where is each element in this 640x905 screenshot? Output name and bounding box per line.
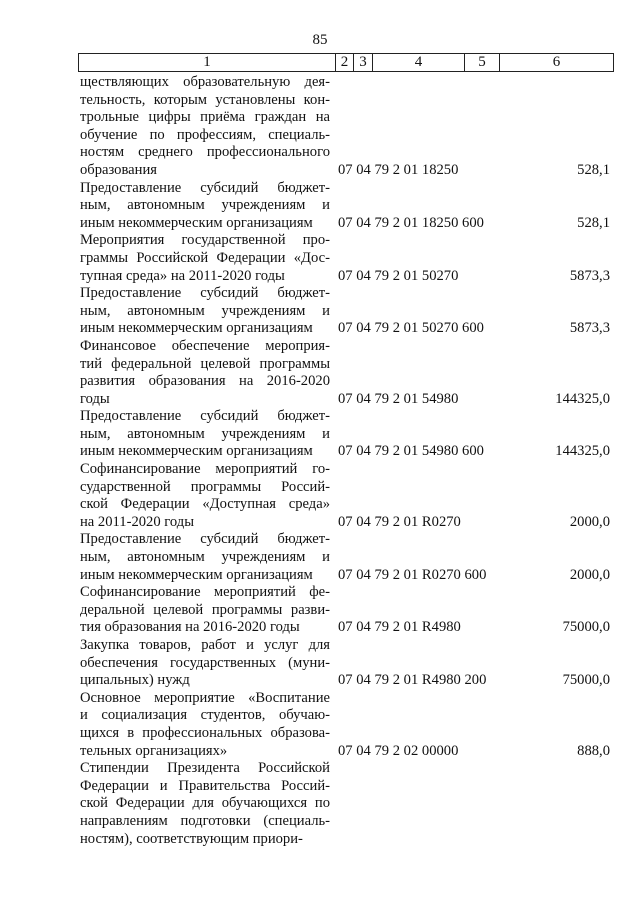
row-description xyxy=(80,690,330,760)
table-row xyxy=(80,760,610,848)
header-col-3: 3 xyxy=(354,54,373,72)
description-line: на 2011-2020 годы xyxy=(80,513,195,530)
table-header xyxy=(78,53,614,72)
description-line: ской Федерации для обучающихся по xyxy=(80,795,330,812)
description-line: Софинансирование мероприятий фе- xyxy=(80,584,330,601)
budget-code: 07 04 79 2 01 50270 xyxy=(338,267,459,284)
description-line: ностям среднего профессионального xyxy=(80,144,330,161)
budget-code: 07 04 79 2 01 R4980 200 xyxy=(338,672,487,689)
amount: 528,1 xyxy=(577,214,610,231)
description-line: тупная среда» на 2011-2020 годы xyxy=(80,267,285,284)
description-line: деральной целевой программы разви- xyxy=(80,601,330,618)
budget-code: 07 04 79 2 01 18250 xyxy=(338,161,459,178)
header-col-4: 4 xyxy=(373,54,465,72)
amount: 75000,0 xyxy=(562,672,610,689)
row-description xyxy=(80,408,330,461)
description-line: иным некоммерческим организациям xyxy=(80,214,313,231)
page-number: 85 xyxy=(312,32,328,48)
table-row xyxy=(80,461,610,531)
budget-code: 07 04 79 2 01 R4980 xyxy=(338,619,461,636)
description-line: развития образования на 2016-2020 xyxy=(80,373,330,390)
description-line: иным некоммерческим организациям xyxy=(80,443,313,460)
amount: 144325,0 xyxy=(555,390,610,407)
description-line: иным некоммерческим организациям xyxy=(80,566,313,583)
description-line: сударственной программы Россий- xyxy=(80,478,330,495)
description-line: Предоставление субсидий бюджет- xyxy=(80,179,330,196)
budget-code: 07 04 79 2 01 18250 600 xyxy=(338,214,484,231)
description-line: тия образования на 2016-2020 годы xyxy=(80,619,300,636)
header-col-2: 2 xyxy=(336,54,354,72)
row-description xyxy=(80,461,330,531)
budget-code: 07 04 79 2 01 R0270 xyxy=(338,513,461,530)
description-line: годы xyxy=(80,390,110,407)
row-description xyxy=(80,180,330,233)
description-line: ным, автономным учреждениям и xyxy=(80,302,330,319)
row-description xyxy=(80,74,330,180)
row-description xyxy=(80,285,330,338)
description-line: направлениям подготовки (специаль- xyxy=(80,812,330,829)
description-line: обеспечения государственных (муни- xyxy=(80,654,330,671)
row-description xyxy=(80,637,330,690)
row-description xyxy=(80,338,330,408)
table-row xyxy=(80,232,610,285)
description-line: Предоставление субсидий бюджет- xyxy=(80,531,330,548)
amount: 5873,3 xyxy=(569,320,610,337)
amount: 528,1 xyxy=(577,161,610,178)
description-line: Мероприятия государственной про- xyxy=(80,232,330,249)
description-line: Финансовое обеспечение мероприя- xyxy=(80,337,330,354)
table-row xyxy=(80,584,610,637)
description-line: Предоставление субсидий бюджет- xyxy=(80,408,330,425)
row-description xyxy=(80,232,330,285)
budget-code: 07 04 79 2 01 54980 600 xyxy=(338,443,484,460)
table-row xyxy=(80,531,610,584)
row-description xyxy=(80,584,330,637)
description-line: ным, автономным учреждениям и xyxy=(80,425,330,442)
description-line: и социализация студентов, обучаю- xyxy=(80,707,330,724)
table-row xyxy=(80,74,610,180)
budget-code: 07 04 79 2 01 54980 xyxy=(338,390,459,407)
amount: 888,0 xyxy=(577,742,610,759)
description-line: ципальных) нужд xyxy=(80,672,190,689)
row-description xyxy=(80,760,330,848)
description-line: ностям), соответствующим приори- xyxy=(80,830,303,847)
description-line: тельных организациях» xyxy=(80,742,228,759)
description-line: граммы Российской Федерации «Дос- xyxy=(80,249,330,266)
table-row xyxy=(80,408,610,461)
header-col-1: 1 xyxy=(79,54,336,72)
description-line: Закупка товаров, работ и услуг для xyxy=(80,637,330,653)
description-line: Софинансирование мероприятий го- xyxy=(80,461,330,478)
description-line: Стипендии Президента Российской xyxy=(80,760,330,777)
amount: 75000,0 xyxy=(562,619,610,636)
budget-code: 07 04 79 2 01 50270 600 xyxy=(338,320,484,337)
amount: 5873,3 xyxy=(569,267,610,284)
description-line: ным, автономным учреждениям и xyxy=(80,549,330,566)
budget-code: 07 04 79 2 02 00000 xyxy=(338,742,459,759)
description-line: образования xyxy=(80,161,157,178)
description-line: щихся в профессиональных образова- xyxy=(80,724,330,741)
amount: 2000,0 xyxy=(569,566,610,583)
budget-code: 07 04 79 2 01 R0270 600 xyxy=(338,566,487,583)
description-line: трольные цифры приёма граждан на xyxy=(80,109,330,126)
table-row xyxy=(80,690,610,760)
table-row xyxy=(80,338,610,408)
table-row xyxy=(80,637,610,690)
description-line: Федерации и Правительства Россий- xyxy=(80,777,330,794)
description-line: тий федеральной целевой программы xyxy=(80,355,330,372)
header-col-6: 6 xyxy=(500,54,614,72)
description-line: ской Федерации «Доступная среда» xyxy=(80,496,330,513)
description-line: обучение по профессиям, специаль- xyxy=(80,126,330,143)
table-row xyxy=(80,285,610,338)
description-line: Предоставление субсидий бюджет- xyxy=(80,285,330,302)
description-line: Основное мероприятие «Воспитание xyxy=(80,689,330,706)
budget-rows xyxy=(80,74,610,848)
table-row xyxy=(80,180,610,233)
description-line: тельность, которым установлены кон- xyxy=(80,91,330,108)
header-col-5: 5 xyxy=(465,54,500,72)
row-description xyxy=(80,531,330,584)
description-line: иным некоммерческим организациям xyxy=(80,320,313,337)
amount: 2000,0 xyxy=(569,513,610,530)
description-line: ным, автономным учреждениям и xyxy=(80,197,330,214)
amount: 144325,0 xyxy=(555,443,610,460)
description-line: ществляющих образовательную дея- xyxy=(80,74,330,90)
